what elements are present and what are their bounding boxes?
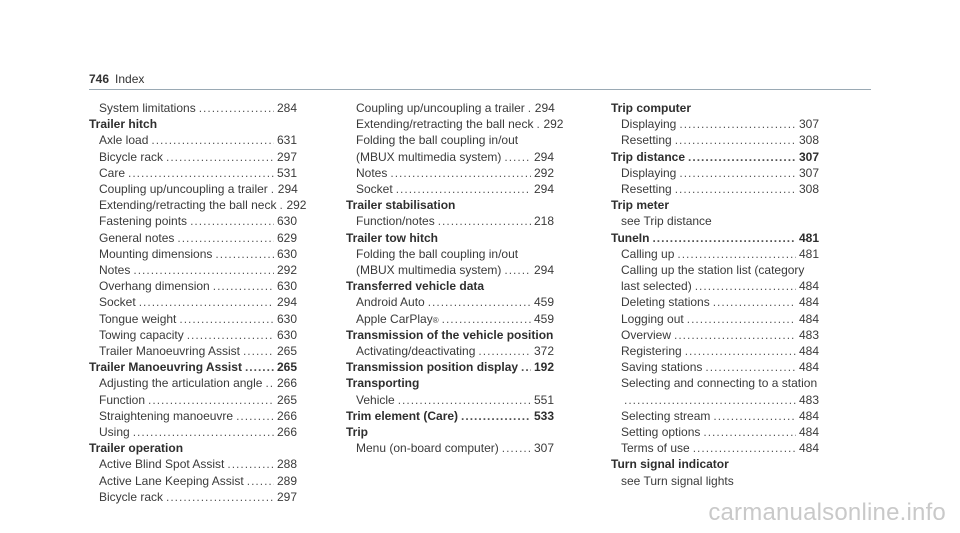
dot-leader — [243, 343, 274, 359]
entry-text: Trip — [346, 425, 369, 440]
page-reference[interactable]: 484 — [798, 311, 819, 326]
dot-leader — [521, 359, 531, 375]
page-reference[interactable]: 292 — [533, 165, 554, 180]
index-entry[interactable] — [611, 343, 819, 359]
index-entry[interactable] — [346, 440, 554, 456]
index-heading — [346, 197, 554, 213]
dot-leader — [693, 440, 796, 456]
entry-text: Notes — [99, 263, 131, 278]
dot-leader — [271, 181, 275, 197]
entry-text: Trim element (Care) — [346, 408, 459, 423]
index-entry[interactable] — [346, 181, 554, 197]
page-reference[interactable]: 294 — [533, 182, 554, 197]
index-entry[interactable] — [89, 343, 297, 359]
dot-leader — [504, 149, 531, 165]
entry-text: Folding the ball coupling in/out — [356, 133, 519, 148]
index-entry[interactable] — [611, 246, 819, 262]
index-entry[interactable] — [611, 424, 819, 440]
page-reference[interactable]: 308 — [798, 133, 819, 148]
index-entry[interactable] — [89, 197, 307, 213]
entry-text: Registering — [621, 344, 682, 359]
index-entry[interactable] — [611, 311, 819, 327]
index-entry[interactable] — [611, 165, 819, 181]
index-heading — [611, 197, 819, 213]
entry-text: Care — [99, 165, 126, 180]
entry-text: Saving stations — [621, 360, 703, 375]
entry-text: Trailer hitch — [89, 117, 158, 132]
index-entry[interactable] — [89, 100, 297, 116]
dot-leader — [166, 489, 274, 505]
index-entry[interactable] — [89, 278, 297, 294]
entry-text: Trip meter — [611, 198, 670, 213]
entry-text: Displaying — [621, 117, 677, 132]
index-entry[interactable] — [346, 262, 554, 278]
index-entry[interactable] — [89, 246, 297, 262]
index-heading — [611, 456, 819, 472]
entry-text: Transferred vehicle data — [346, 279, 485, 294]
page-reference[interactable]: 307 — [798, 117, 819, 132]
index-entry[interactable] — [611, 278, 819, 294]
page-reference[interactable]: 630 — [276, 246, 297, 261]
page-header — [89, 72, 144, 86]
page-reference[interactable]: 551 — [533, 392, 554, 407]
entry-text: Function/notes — [356, 214, 435, 229]
dot-leader — [190, 213, 274, 229]
page-reference[interactable]: 630 — [276, 279, 297, 294]
page-reference[interactable]: 288 — [276, 457, 297, 472]
entry-text: Overhang dimension — [99, 279, 210, 294]
watermark: carmanualsonline.info — [708, 499, 946, 526]
page-reference[interactable]: 459 — [533, 311, 554, 326]
index-heading[interactable] — [611, 230, 819, 246]
page-reference[interactable]: 284 — [276, 101, 297, 115]
index-heading — [346, 327, 554, 343]
page-reference[interactable]: 266 — [276, 376, 297, 391]
dot-leader — [675, 132, 796, 148]
page-reference[interactable]: 292 — [276, 263, 297, 278]
page-reference[interactable]: 297 — [276, 149, 297, 164]
page-reference[interactable]: 218 — [533, 214, 554, 229]
page-reference[interactable]: 308 — [798, 182, 819, 197]
entry-text: Resetting — [621, 182, 672, 197]
dot-leader — [166, 149, 274, 165]
page-reference[interactable]: 266 — [276, 408, 297, 423]
entry-text: Trailer operation — [89, 441, 184, 456]
page-reference[interactable]: 292 — [286, 198, 307, 213]
page-reference[interactable]: 294 — [276, 295, 297, 310]
page-reference[interactable]: 484 — [798, 408, 819, 423]
index-entry[interactable] — [89, 311, 297, 327]
entry-text: Socket — [99, 295, 136, 310]
dot-leader — [133, 424, 274, 440]
entry-text: Calling up the station list (category — [621, 263, 805, 278]
index-heading — [89, 116, 297, 132]
index-entry[interactable] — [346, 116, 564, 132]
page-reference[interactable]: 484 — [798, 295, 819, 310]
index-entry — [611, 375, 819, 391]
dot-leader — [396, 181, 531, 197]
page-reference[interactable]: 484 — [798, 279, 819, 294]
entry-text: Socket — [356, 182, 393, 197]
entry-text: Resetting — [621, 133, 672, 148]
dot-leader — [713, 294, 796, 310]
entry-text: Transmission position display — [346, 360, 519, 375]
dot-leader — [687, 311, 796, 327]
index-entry[interactable] — [89, 149, 297, 165]
entry-text: Axle load — [99, 133, 149, 148]
page-reference[interactable]: 483 — [798, 392, 819, 407]
dot-leader — [504, 262, 531, 278]
dot-leader — [236, 408, 274, 424]
page-reference[interactable]: 630 — [276, 311, 297, 326]
entry-text: Terms of use — [621, 441, 690, 456]
index-entry[interactable] — [346, 213, 554, 229]
entry-text: Bicycle rack — [99, 489, 164, 504]
dot-leader — [624, 392, 796, 408]
page-reference[interactable]: 307 — [798, 149, 819, 164]
entry-text: Straightening manoeuvre — [99, 408, 234, 423]
entry-text: see Turn signal lights — [621, 473, 734, 488]
dot-leader — [390, 165, 531, 181]
dot-leader — [679, 116, 796, 132]
page-reference[interactable]: 294 — [534, 101, 555, 115]
entry-text: (MBUX multimedia system) — [356, 263, 502, 278]
index-heading[interactable] — [346, 359, 554, 375]
entry-text: Towing capacity — [99, 327, 184, 342]
dot-leader — [442, 311, 531, 327]
page-reference[interactable]: 481 — [798, 246, 819, 261]
page-reference[interactable]: 307 — [533, 441, 554, 456]
dot-leader — [245, 359, 274, 375]
index-entry[interactable] — [346, 149, 554, 165]
dot-leader — [677, 246, 796, 262]
entry-text: TuneIn — [611, 230, 650, 245]
page-reference[interactable]: 483 — [798, 327, 819, 342]
dot-leader — [128, 165, 274, 181]
entry-text: Function — [99, 392, 146, 407]
entry-text: last selected) — [621, 279, 692, 294]
entry-text: Deleting stations — [621, 295, 710, 310]
dot-leader — [652, 230, 796, 246]
entry-text: Bicycle rack — [99, 149, 164, 164]
page-reference[interactable]: 294 — [277, 182, 298, 197]
entry-text: Android Auto — [356, 295, 425, 310]
index-entry[interactable] — [89, 375, 297, 391]
index-heading — [346, 375, 554, 391]
dot-leader — [674, 327, 796, 343]
index-column-2 — [346, 100, 564, 456]
index-heading[interactable] — [89, 359, 297, 375]
header-divider — [89, 89, 871, 90]
entry-text: Trailer Manoeuvring Assist — [89, 360, 242, 375]
index-entry — [611, 262, 819, 278]
page-reference[interactable]: 265 — [276, 392, 297, 407]
page-reference[interactable]: 292 — [543, 117, 564, 132]
dot-leader — [247, 473, 274, 489]
dot-leader — [148, 392, 274, 408]
dot-leader — [536, 116, 540, 132]
page-reference[interactable]: 630 — [276, 327, 297, 342]
page-reference[interactable]: 265 — [276, 344, 297, 359]
entry-text: Mounting dimensions — [99, 246, 213, 261]
page-reference[interactable]: 533 — [533, 408, 554, 423]
dot-leader — [713, 408, 796, 424]
page-reference[interactable]: 297 — [276, 489, 297, 504]
dot-leader — [679, 165, 796, 181]
page-reference[interactable]: 289 — [276, 473, 297, 488]
index-entry[interactable] — [346, 294, 554, 310]
index-entry[interactable] — [611, 181, 819, 197]
dot-leader — [227, 456, 274, 472]
entry-text: Apple CarPlay — [356, 311, 433, 326]
page-reference[interactable]: 266 — [276, 425, 297, 440]
page-reference[interactable]: 629 — [276, 230, 297, 245]
dot-leader — [151, 132, 274, 148]
dot-leader — [199, 100, 274, 116]
entry-text: Setting options — [621, 425, 701, 440]
entry-text: Adjusting the articulation angle — [99, 376, 263, 391]
dot-leader — [139, 294, 274, 310]
entry-text: Displaying — [621, 165, 677, 180]
dot-leader — [461, 408, 531, 424]
entry-text: Extending/retracting the ball neck — [99, 198, 277, 213]
entry-text: Vehicle — [356, 392, 395, 407]
page-reference[interactable]: 372 — [533, 344, 554, 359]
dot-leader — [688, 149, 796, 165]
dot-leader — [703, 424, 796, 440]
index-entry[interactable] — [346, 100, 554, 116]
dot-leader — [265, 375, 274, 391]
entry-text: Activating/deactivating — [356, 344, 476, 359]
entry-text: System limitations — [99, 101, 196, 115]
index-entry[interactable] — [611, 116, 819, 132]
page-reference[interactable]: 631 — [276, 133, 297, 148]
page-reference[interactable]: 307 — [798, 165, 819, 180]
index-entry[interactable] — [611, 359, 819, 375]
index-entry[interactable] — [89, 132, 297, 148]
dot-leader — [695, 278, 796, 294]
page-reference[interactable]: 484 — [798, 425, 819, 440]
entry-text: (MBUX multimedia system) — [356, 149, 502, 164]
page-reference[interactable]: 630 — [276, 214, 297, 229]
dot-leader — [438, 213, 531, 229]
entry-text: Extending/retracting the ball neck — [356, 117, 534, 132]
index-entry[interactable] — [89, 489, 297, 505]
index-entry[interactable] — [89, 456, 297, 472]
index-entry[interactable] — [611, 327, 819, 343]
entry-text: Trip computer — [611, 101, 692, 115]
entry-text: Logging out — [621, 311, 684, 326]
dot-leader — [705, 359, 796, 375]
dot-leader — [133, 262, 274, 278]
dot-leader — [177, 230, 274, 246]
page-number: 746 — [89, 72, 110, 86]
index-entry — [346, 132, 554, 148]
index-entry — [611, 213, 819, 229]
index-entry[interactable] — [89, 327, 297, 343]
dot-leader — [428, 294, 531, 310]
page-reference[interactable]: 531 — [276, 165, 297, 180]
index-column-1 — [89, 100, 307, 505]
entry-text: Trip distance — [611, 149, 686, 164]
entry-text: Selecting and connecting to a station — [621, 376, 818, 391]
index-entry[interactable] — [611, 392, 819, 408]
entry-text: Coupling up/uncoupling a trailer — [99, 182, 268, 197]
entry-text: Menu (on-board computer) — [356, 441, 499, 456]
entry-text: Calling up — [621, 246, 675, 261]
dot-leader — [215, 246, 274, 262]
entry-text: Transmission of the vehicle position — [346, 327, 554, 342]
index-entry[interactable] — [89, 408, 297, 424]
index-entry[interactable] — [89, 230, 297, 246]
entry-text: Selecting stream — [621, 408, 711, 423]
entry-text: Turn signal indicator — [611, 457, 729, 472]
entry-text: Overview — [621, 327, 672, 342]
index-entry — [611, 473, 819, 489]
page-reference[interactable]: 294 — [533, 149, 554, 164]
index-entry[interactable] — [346, 165, 554, 181]
index-column-3 — [611, 100, 819, 489]
entry-text: Trailer stabilisation — [346, 198, 456, 213]
index-entry[interactable] — [89, 181, 297, 197]
dot-leader — [478, 343, 531, 359]
index-heading — [346, 278, 554, 294]
entry-text: Notes — [356, 165, 388, 180]
entry-text: Trailer Manoeuvring Assist — [99, 344, 240, 359]
dot-leader — [187, 327, 274, 343]
index-heading — [346, 230, 554, 246]
page-reference[interactable]: 484 — [798, 360, 819, 375]
index-entry[interactable]: Apple CarPlay ® ..... 459 — [346, 311, 554, 327]
index-heading — [346, 424, 554, 440]
index-entry[interactable] — [89, 424, 297, 440]
entry-text: Fastening points — [99, 214, 188, 229]
index-entry — [346, 246, 554, 262]
entry-text: General notes — [99, 230, 175, 245]
entry-text: Tongue weight — [99, 311, 177, 326]
page-reference[interactable]: 484 — [798, 344, 819, 359]
page-reference[interactable]: 484 — [798, 441, 819, 456]
entry-text: see Trip distance — [621, 214, 712, 229]
page-reference[interactable]: 192 — [533, 360, 554, 375]
page-title: Index — [115, 72, 145, 86]
index-entry[interactable] — [89, 213, 297, 229]
entry-text: Coupling up/uncoupling a trailer — [356, 101, 525, 115]
page-reference[interactable]: 459 — [533, 295, 554, 310]
index-entry[interactable] — [89, 473, 297, 489]
index-heading[interactable] — [611, 149, 819, 165]
entry-text: Active Lane Keeping Assist — [99, 473, 244, 488]
entry-text: Trailer tow hitch — [346, 230, 439, 245]
dot-leader — [528, 100, 532, 116]
entry-text: Using — [99, 425, 130, 440]
index-entry[interactable] — [89, 165, 297, 181]
entry-text: Transporting — [346, 376, 420, 391]
dot-leader — [502, 440, 531, 456]
index-entry[interactable] — [89, 294, 297, 310]
index-entry[interactable] — [89, 262, 297, 278]
index-entry[interactable] — [611, 294, 819, 310]
page-reference[interactable]: 294 — [533, 263, 554, 278]
index-entry[interactable] — [611, 408, 819, 424]
index-entry[interactable] — [346, 343, 554, 359]
dot-leader — [279, 197, 283, 213]
page-reference[interactable]: 481 — [798, 230, 819, 245]
index-entry[interactable] — [611, 132, 819, 148]
index-heading — [611, 100, 819, 116]
dot-leader — [179, 311, 274, 327]
entry-text: Active Blind Spot Assist — [99, 457, 225, 472]
index-entry[interactable] — [611, 440, 819, 456]
dot-leader — [685, 343, 796, 359]
dot-leader — [675, 181, 796, 197]
index-heading[interactable] — [346, 408, 554, 424]
dot-leader — [213, 278, 274, 294]
index-heading — [89, 440, 297, 456]
dot-leader — [398, 392, 531, 408]
index-entry[interactable] — [89, 392, 297, 408]
index-entry[interactable] — [346, 392, 554, 408]
page-reference[interactable]: 265 — [276, 360, 297, 375]
entry-text: Folding the ball coupling in/out — [356, 246, 519, 261]
